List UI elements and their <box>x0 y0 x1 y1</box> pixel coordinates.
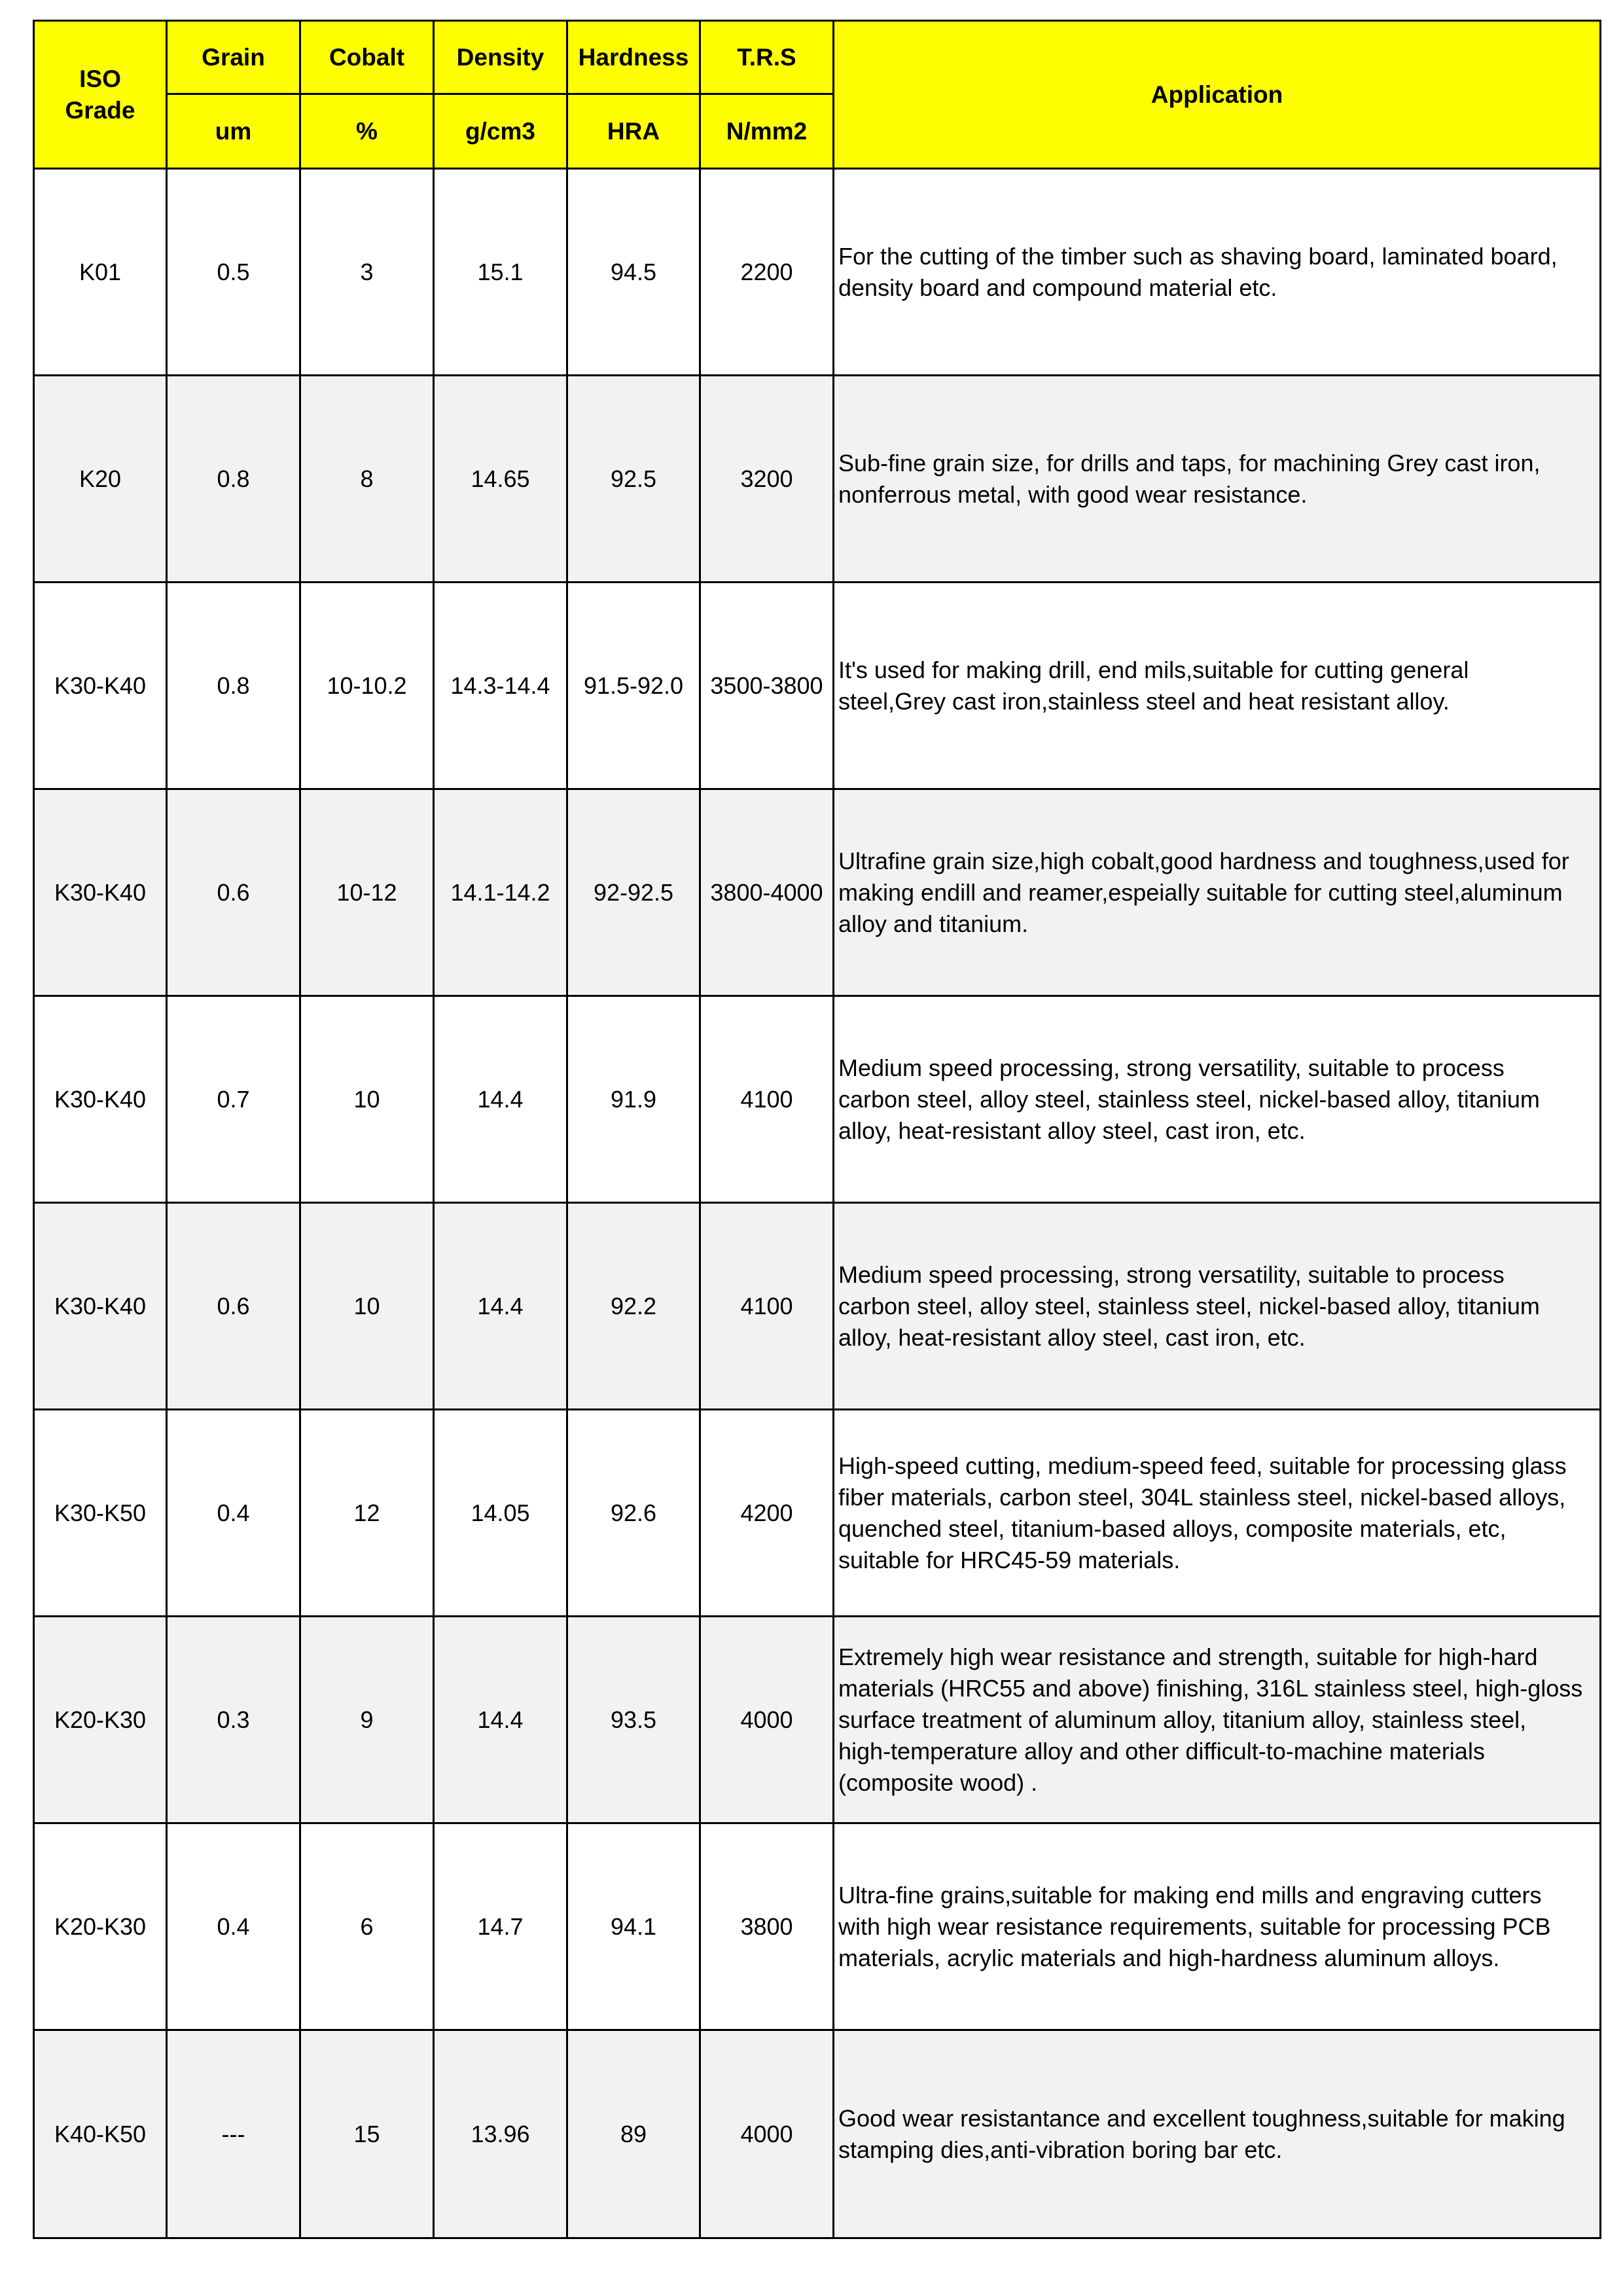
application-line: suitable for HRC45-59 materials. <box>838 1546 1181 1573</box>
application-line: Medium speed processing, strong versatility, suitable to process <box>838 1261 1505 1288</box>
cell-hardness: 91.5-92.0 <box>567 583 700 789</box>
header-grade-line: Grade <box>65 96 135 124</box>
cell-trs: 2200 <box>700 169 834 376</box>
cell-hardness: 91.9 <box>567 996 700 1203</box>
table-row <box>34 1410 1601 1617</box>
cell-hardness: 89 <box>567 2030 700 2238</box>
cell-grade: K30-K40 <box>34 1203 167 1410</box>
cell-density: 14.65 <box>434 376 567 583</box>
cell-trs: 4000 <box>700 1617 834 1823</box>
cell-trs: 3800 <box>700 1823 834 2030</box>
cell-trs: 4000 <box>700 2030 834 2238</box>
cell-grain: 0.6 <box>167 789 300 996</box>
header-iso-grade <box>34 21 167 169</box>
cell-grain: 0.6 <box>167 1203 300 1410</box>
application-line: alloy, heat-resistant alloy steel, cast iron, etc. <box>838 1323 1306 1351</box>
cell-grade: K30-K40 <box>34 789 167 996</box>
cell-grade: K30-K50 <box>34 1410 167 1617</box>
cell-application <box>834 376 1601 583</box>
cell-grain: 0.5 <box>167 169 300 376</box>
header-hardness: Hardness <box>567 21 700 94</box>
cell-application <box>834 169 1601 376</box>
cell-density: 13.96 <box>434 2030 567 2238</box>
application-line: Medium speed processing, strong versatility, suitable to process <box>838 1054 1505 1081</box>
application-line: alloy and titanium. <box>838 910 1029 937</box>
cell-density: 14.05 <box>434 1410 567 1617</box>
application-line: For the cutting of the timber such as shaving board, laminated board, <box>838 242 1558 270</box>
cell-density: 14.3-14.4 <box>434 583 567 789</box>
table-row <box>34 1617 1601 1823</box>
header-density: Density <box>434 21 567 94</box>
application-line: Sub-fine grain size, for drills and taps, for machining Grey cast iron, <box>838 449 1541 476</box>
cell-application <box>834 996 1601 1203</box>
application-line: stamping dies,anti-vibration boring bar etc. <box>838 2136 1283 2163</box>
cell-hardness: 92.5 <box>567 376 700 583</box>
cell-grain: 0.4 <box>167 1410 300 1617</box>
application-line: carbon steel, alloy steel, stainless steel, nickel-based alloy, titanium <box>838 1292 1540 1319</box>
application-line: Good wear resistantance and excellent toughness,suitable for making <box>838 2104 1565 2132</box>
application-line: Ultra-fine grains,suitable for making end mills and engraving cutters <box>838 1881 1542 1909</box>
cell-grain: 0.7 <box>167 996 300 1203</box>
cell-application <box>834 1823 1601 2030</box>
header-trs-unit: N/mm2 <box>700 94 834 169</box>
application-line: with high wear resistance requirements, suitable for processing PCB <box>838 1912 1551 1940</box>
table-row <box>34 996 1601 1203</box>
application-line: High-speed cutting, medium-speed feed, suitable for processing glass <box>838 1452 1567 1479</box>
cell-hardness: 94.1 <box>567 1823 700 2030</box>
cell-cobalt: 9 <box>300 1617 434 1823</box>
cell-density: 14.4 <box>434 1617 567 1823</box>
application-line: It's used for making drill, end mils,suitable for cutting general <box>838 656 1469 683</box>
cell-hardness: 93.5 <box>567 1617 700 1823</box>
cell-grade: K01 <box>34 169 167 376</box>
cell-grade: K40-K50 <box>34 2030 167 2238</box>
table-row <box>34 583 1601 789</box>
cell-density: 14.1-14.2 <box>434 789 567 996</box>
cell-grade: K20-K30 <box>34 1617 167 1823</box>
cell-grade: K20-K30 <box>34 1823 167 2030</box>
header-density-unit: g/cm3 <box>434 94 567 169</box>
cell-hardness: 92.6 <box>567 1410 700 1617</box>
grade-rows <box>34 169 1601 2238</box>
cell-hardness: 92-92.5 <box>567 789 700 996</box>
cell-application <box>834 1410 1601 1617</box>
cell-grain: 0.4 <box>167 1823 300 2030</box>
cell-trs: 3200 <box>700 376 834 583</box>
table-row <box>34 1203 1601 1410</box>
application-line: surface treatment of aluminum alloy, titanium alloy, stainless steel, <box>838 1706 1527 1733</box>
application-line: making endill and reamer,espeially suitable for cutting steel,aluminum <box>838 878 1563 906</box>
header-cobalt-unit: % <box>300 94 434 169</box>
cell-grain: 0.8 <box>167 583 300 789</box>
application-line: nonferrous metal, with good wear resistance. <box>838 480 1308 508</box>
cell-density: 14.7 <box>434 1823 567 2030</box>
cell-trs: 3800-4000 <box>700 789 834 996</box>
header-grain-unit: um <box>167 94 300 169</box>
table-row <box>34 376 1601 583</box>
cell-density: 14.4 <box>434 996 567 1203</box>
cell-trs: 4100 <box>700 1203 834 1410</box>
cell-cobalt: 12 <box>300 1410 434 1617</box>
table-row <box>34 1823 1601 2030</box>
application-line: alloy, heat-resistant alloy steel, cast iron, etc. <box>838 1117 1306 1144</box>
application-line: Ultrafine grain size,high cobalt,good hardness and toughness,used for <box>838 847 1569 874</box>
cell-cobalt: 15 <box>300 2030 434 2238</box>
header-grain: Grain <box>167 21 300 94</box>
cell-cobalt: 10-10.2 <box>300 583 434 789</box>
cell-trs: 4200 <box>700 1410 834 1617</box>
header-iso-line: ISO <box>79 65 121 92</box>
cell-trs: 4100 <box>700 996 834 1203</box>
cell-grade: K20 <box>34 376 167 583</box>
table-row <box>34 789 1601 996</box>
cell-trs: 3500-3800 <box>700 583 834 789</box>
cell-application <box>834 1203 1601 1410</box>
cell-application <box>834 2030 1601 2238</box>
application-line: Extremely high wear resistance and strength, suitable for high-hard <box>838 1643 1538 1670</box>
cell-cobalt: 3 <box>300 169 434 376</box>
cell-density: 14.4 <box>434 1203 567 1410</box>
cell-grade: K30-K40 <box>34 583 167 789</box>
table-row <box>34 2030 1601 2238</box>
application-line: steel,Grey cast iron,stainless steel and heat resistant alloy. <box>838 687 1450 715</box>
application-line: (composite wood) . <box>838 1768 1038 1796</box>
application-line: quenched steel, titanium-based alloys, composite materials, etc, <box>838 1515 1507 1542</box>
application-line: carbon steel, alloy steel, stainless steel, nickel-based alloy, titanium <box>838 1085 1540 1113</box>
cell-density: 15.1 <box>434 169 567 376</box>
cell-cobalt: 6 <box>300 1823 434 2030</box>
application-line: materials (HRC55 and above) finishing, 316L stainless steel, high-gloss <box>838 1674 1583 1702</box>
cell-grain: 0.8 <box>167 376 300 583</box>
cell-application <box>834 1617 1601 1823</box>
cell-grain: 0.3 <box>167 1617 300 1823</box>
application-line: density board and compound material etc. <box>838 274 1277 301</box>
cell-grain: --- <box>167 2030 300 2238</box>
cell-cobalt: 10 <box>300 996 434 1203</box>
cell-hardness: 92.2 <box>567 1203 700 1410</box>
application-line: fiber materials, carbon steel, 304L stainless steel, nickel-based alloys, <box>838 1483 1566 1511</box>
cell-cobalt: 8 <box>300 376 434 583</box>
carbide-grade-table <box>33 20 1601 2239</box>
header-cobalt: Cobalt <box>300 21 434 94</box>
cell-hardness: 94.5 <box>567 169 700 376</box>
header-application: Application <box>834 21 1601 169</box>
header-trs: T.R.S <box>700 21 834 94</box>
cell-grade: K30-K40 <box>34 996 167 1203</box>
cell-application <box>834 583 1601 789</box>
cell-cobalt: 10-12 <box>300 789 434 996</box>
table-row <box>34 169 1601 376</box>
cell-cobalt: 10 <box>300 1203 434 1410</box>
header-hardness-unit: HRA <box>567 94 700 169</box>
application-line: high-temperature alloy and other difficult-to-machine materials <box>838 1737 1485 1765</box>
cell-application <box>834 789 1601 996</box>
application-line: materials, acrylic materials and high-hardness aluminum alloys. <box>838 1944 1500 1971</box>
